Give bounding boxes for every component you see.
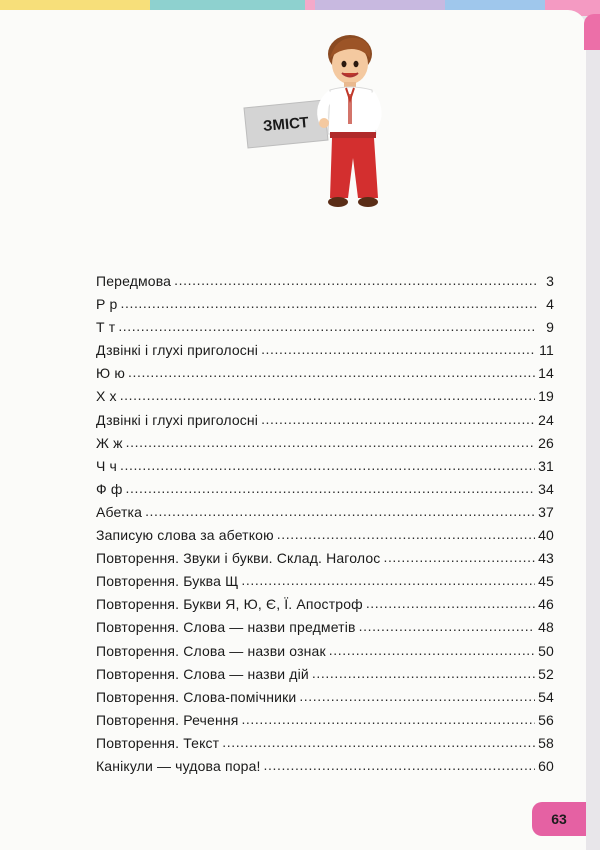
toc-leader-dots [128,361,535,384]
toc-leader-dots [241,708,535,731]
toc-entry-page: 56 [538,711,554,728]
toc-entry-page: 3 [546,273,554,289]
toc-leader-dots [241,569,535,592]
toc-entry-page: 43 [538,550,554,567]
toc-entry-title: Повторення. Текст [96,734,220,751]
toc-entry-page: 54 [538,688,554,705]
toc-leader-dots [329,639,535,662]
toc-entry[interactable] [96,570,554,593]
toc-entry[interactable] [96,432,554,455]
contents-heading: ЗМІСТ [262,114,310,135]
toc-entry-title: Ю ю [96,365,125,382]
toc-entry-title: Повторення. Букви Я, Ю, Є, Ї. Апостроф [96,596,363,613]
toc-leader-dots [312,662,535,685]
toc-leader-dots [277,523,535,546]
toc-entry[interactable] [96,501,554,524]
toc-entry-page: 46 [538,596,554,613]
toc-leader-dots [126,477,536,500]
toc-entry[interactable] [96,593,554,616]
toc-entry[interactable] [96,385,554,408]
toc-entry[interactable] [96,616,554,639]
toc-entry-page: 40 [538,527,554,544]
toc-entry[interactable] [96,663,554,686]
page-number-badge [532,802,586,836]
toc-entry-title: Повторення. Слова — назви предметів [96,619,356,636]
table-of-contents [96,270,554,778]
page-number: 63 [551,811,567,827]
toc-entry-title: Х х [96,388,117,405]
toc-entry[interactable] [96,455,554,478]
toc-entry-page: 60 [538,757,554,774]
toc-entry-title: Дзвінкі і глухі приголосні [96,411,259,428]
toc-entry-page: 37 [538,503,554,520]
toc-entry[interactable] [96,270,554,293]
toc-entry-title: Канікули — чудова пора! [96,757,261,774]
toc-entry-title: Ж ж [96,434,123,451]
toc-entry-page: 24 [538,411,554,428]
toc-entry-title: Передмова [96,273,172,289]
toc-leader-dots [120,384,535,407]
toc-entry-page: 11 [539,342,554,359]
toc-entry[interactable] [96,686,554,709]
toc-entry-title: Ч ч [96,457,117,474]
toc-leader-dots [126,431,535,454]
toc-leader-dots [222,731,535,754]
toc-entry-title: Повторення. Звуки і букви. Склад. Наголос [96,550,381,567]
toc-entry-title: Записую слова за абеткою [96,527,274,544]
toc-entry[interactable] [96,293,554,316]
toc-leader-dots [383,546,535,569]
toc-entry-page: 31 [538,457,554,474]
toc-entry[interactable] [96,755,554,778]
toc-entry-title: Дзвінкі і глухі приголосні [96,342,259,359]
toc-entry-page: 19 [538,388,554,405]
toc-entry-page: 34 [538,480,554,497]
toc-entry-page: 50 [538,642,554,659]
boy-illustration [238,28,388,218]
toc-entry-page: 26 [538,434,554,451]
toc-entry-title: Ф ф [96,480,123,497]
toc-entry[interactable] [96,339,554,362]
toc-leader-dots [120,454,535,477]
toc-leader-dots [359,615,536,638]
toc-entry-page: 58 [538,734,554,751]
toc-entry-title: Абетка [96,503,143,520]
toc-entry-page: 52 [538,665,554,682]
toc-entry-page: 4 [546,296,554,313]
toc-entry[interactable] [96,316,554,339]
toc-entry-title: Повторення. Речення [96,711,239,728]
toc-entry-title: Р р [96,296,118,313]
toc-entry[interactable] [96,409,554,432]
toc-leader-dots [261,338,536,361]
toc-entry[interactable] [96,640,554,663]
toc-entry[interactable] [96,362,554,385]
toc-entry-page: 14 [538,365,554,382]
toc-entry-title: Повторення. Слова — назви ознак [96,642,326,659]
toc-entry[interactable] [96,547,554,570]
toc-entry-page: 45 [538,573,554,590]
toc-leader-dots [264,754,536,777]
toc-entry-title: Повторення. Слова — назви дій [96,665,309,682]
toc-entry[interactable] [96,524,554,547]
toc-leader-dots [261,408,535,431]
toc-entry-title: Повторення. Буква Щ [96,573,239,590]
toc-entry-title: Т т [96,319,116,336]
toc-entry[interactable] [96,732,554,755]
toc-leader-dots [120,292,537,315]
side-tab [584,14,600,50]
toc-entry[interactable] [96,709,554,732]
toc-entry-title: Повторення. Слова-помічники [96,688,297,705]
toc-leader-dots [145,500,535,523]
toc-leader-dots [174,269,537,292]
contents-sign [244,100,328,148]
toc-leader-dots [366,592,535,615]
toc-entry-page: 48 [538,619,554,636]
toc-entry-page: 9 [546,319,554,336]
toc-entry[interactable] [96,478,554,501]
toc-leader-dots [299,685,535,708]
toc-leader-dots [118,315,537,338]
